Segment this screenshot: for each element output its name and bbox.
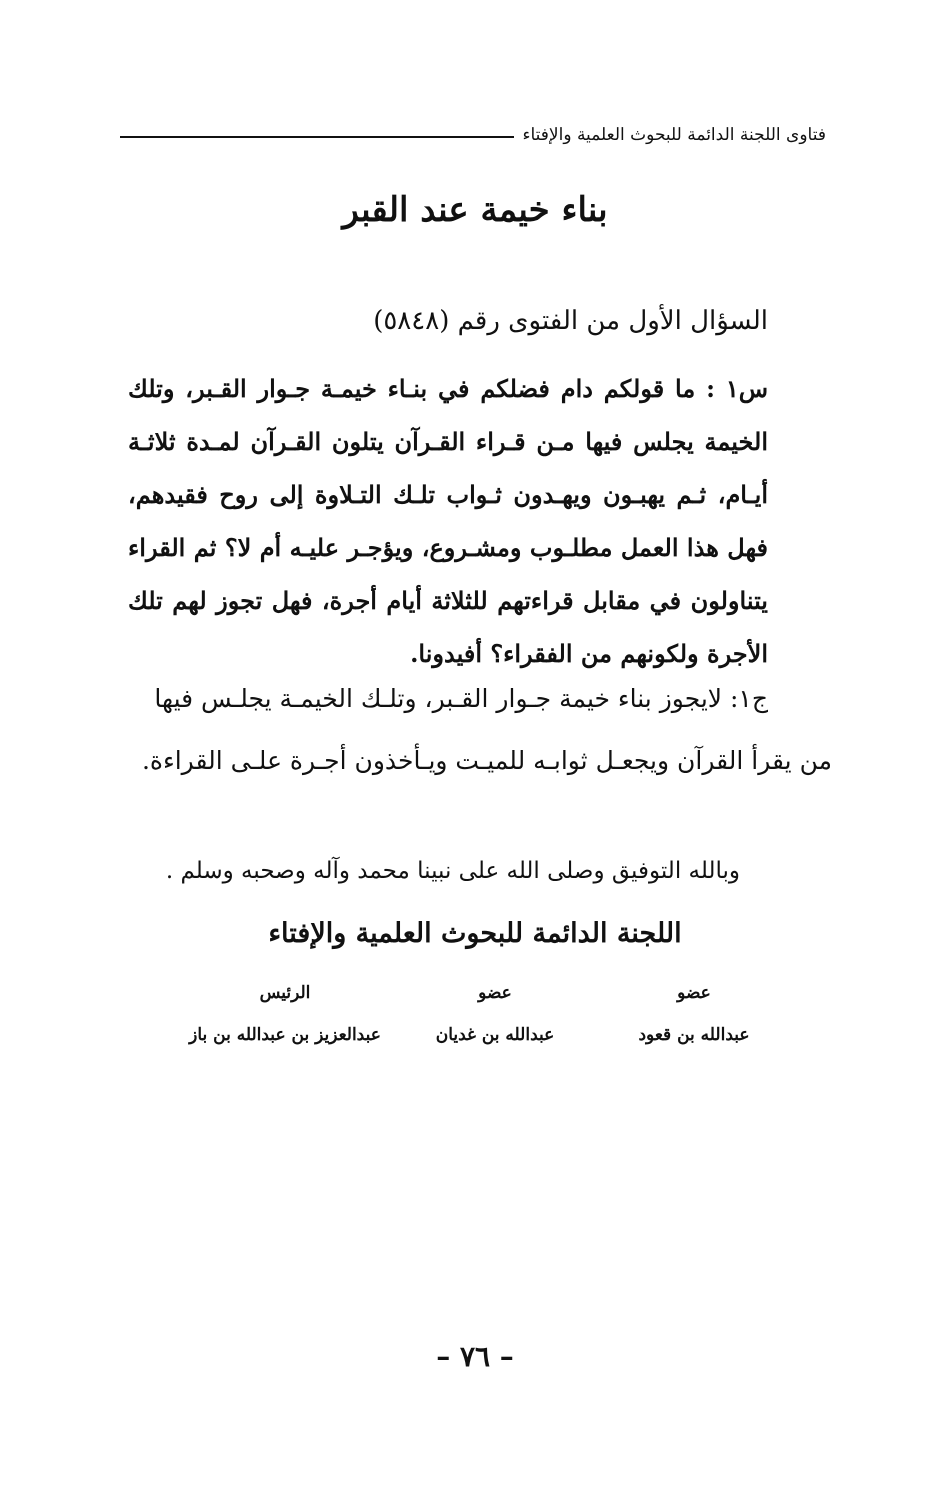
signatory-member-2	[410, 980, 580, 1048]
question-text: س١ : ما قولكم دام فضلكم في بنـاء خيمـة جـوار القـبر، وتلك الخيمة يجلس فيها مـن قـراء القـرآن يتلون القـرآن لمـدة ثلاثـة أيـام، ثـم يهبـون ويهـدون ثـواب تلـك التـلاوة إلى روح فقيدهم، فهل هذا العمل مطلـوب ومشـروع، ويؤجـر عليـه أم لا؟ ثم القراء يتناولون في مقابل قراءتهم للثلاثة أيام أجرة، فهل تجوز لهم تلك الأجرة ولكونهم من الفقراء؟ أفيدونا.	[128, 374, 768, 668]
signatory-name: عبدالله بن قعود	[638, 1025, 750, 1045]
signatory-role: عضو	[677, 983, 711, 1003]
running-header	[120, 122, 826, 148]
fatwa-reference: السؤال الأول من الفتوى رقم (٥٨٤٨)	[373, 306, 768, 336]
signatories	[150, 980, 750, 1060]
signatory-name: عبدالله بن غديان	[435, 1025, 555, 1045]
closing-line: وبالله التوفيق وصلى الله على نبينا محمد وآله وصحبه وسلم .	[165, 858, 740, 884]
answer-text	[120, 668, 832, 792]
signatory-member-1	[614, 980, 774, 1048]
header-rule	[120, 136, 514, 138]
signatory-role: عضو	[478, 983, 512, 1003]
committee-name: اللجنة الدائمة للبحوث العلمية والإفتاء	[268, 918, 682, 949]
answer-body: ج١: لايجوز بناء خيمة جـوار القـبر، وتلـك الخيمـة يجلـس فيها من يقرأ القرآن ويجعـل ثوابـه للميـت ويـأخذون أجـرة علـى القراءة.	[141, 684, 832, 775]
signatory-role: الرئيس	[259, 983, 311, 1003]
signatory-name: عبدالعزيز بن عبدالله بن باز	[189, 1025, 381, 1045]
running-header-title: فتاوى اللجنة الدائمة للبحوث العلمية والإفتاء	[522, 125, 826, 145]
page-title: بناء خيمة عند القبر	[342, 190, 608, 230]
signatory-chairman	[170, 980, 400, 1048]
page-number: – ٧٦ –	[436, 1340, 514, 1373]
